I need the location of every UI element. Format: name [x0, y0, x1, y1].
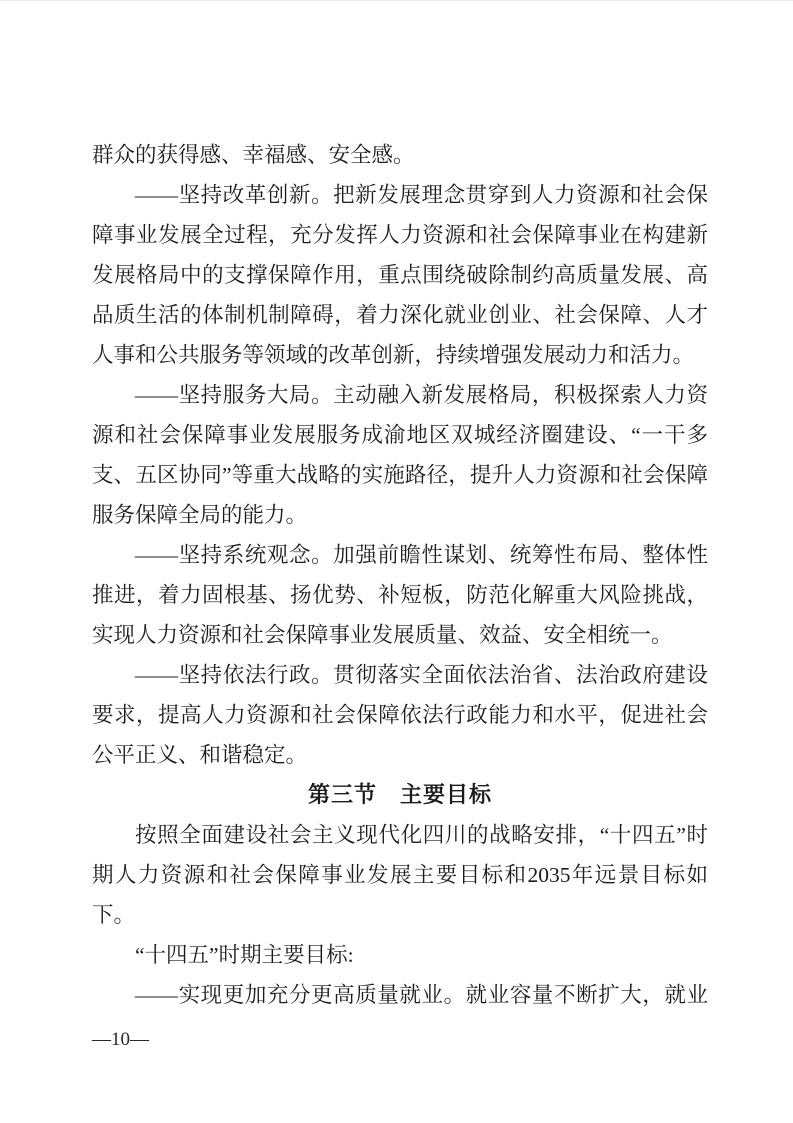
text-line: 品质生活的体制机制障碍，着力深化就业创业、社会保障、人才 — [92, 303, 708, 327]
text-line: ——坚持系统观念。加强前瞻性谋划、统筹性布局、整体性 — [135, 543, 708, 567]
text-line: 期人力资源和社会保障事业发展主要目标和2035年远景目标如 — [92, 863, 708, 887]
body-text — [92, 135, 708, 1015]
text-line: 障事业发展全过程，充分发挥人力资源和社会保障事业在构建新 — [92, 223, 708, 247]
text-line: 人事和公共服务等领域的改革创新，持续增强发展动力和活力。 — [92, 343, 695, 367]
text-line: 下。 — [92, 903, 136, 927]
text-line: 公平正义、和谐稳定。 — [92, 743, 308, 767]
text-line: 源和社会保障事业发展服务成渝地区双城经济圈建设、“一干多 — [92, 423, 708, 447]
text-line: ——坚持依法行政。贯彻落实全面依法治省、法治政府建设 — [135, 663, 708, 687]
page-number: —10— — [92, 1029, 149, 1050]
text-line: ——实现更加充分更高质量就业。就业容量不断扩大，就业 — [135, 983, 708, 1007]
text-line: 群众的获得感、幸福感、安全感。 — [92, 143, 415, 167]
text-line: 发展格局中的支撑保障作用，重点围绕破除制约高质量发展、高 — [92, 263, 708, 287]
text-line: 支、五区协同”等重大战略的实施路径，提升人力资源和社会保障 — [92, 463, 708, 487]
text-line: ——坚持服务大局。主动融入新发展格局，积极探索人力资 — [135, 383, 708, 407]
text-line: “十四五”时期主要目标: — [135, 943, 354, 967]
text-line: 服务保障全局的能力。 — [92, 503, 308, 527]
text-line: 按照全面建设社会主义现代化四川的战略安排，“十四五”时 — [135, 823, 708, 847]
text-line: ——坚持改革创新。把新发展理念贯穿到人力资源和社会保 — [135, 183, 708, 207]
text-line: 实现人力资源和社会保障事业发展质量、效益、安全相统一。 — [92, 623, 673, 647]
text-line: 推进，着力固根基、扬优势、补短板，防范化解重大风险挑战， — [92, 583, 708, 607]
text-line: 要求，提高人力资源和社会保障依法行政能力和水平，促进社会 — [92, 703, 708, 727]
section-heading: 第三节 主要目标 — [307, 782, 492, 807]
